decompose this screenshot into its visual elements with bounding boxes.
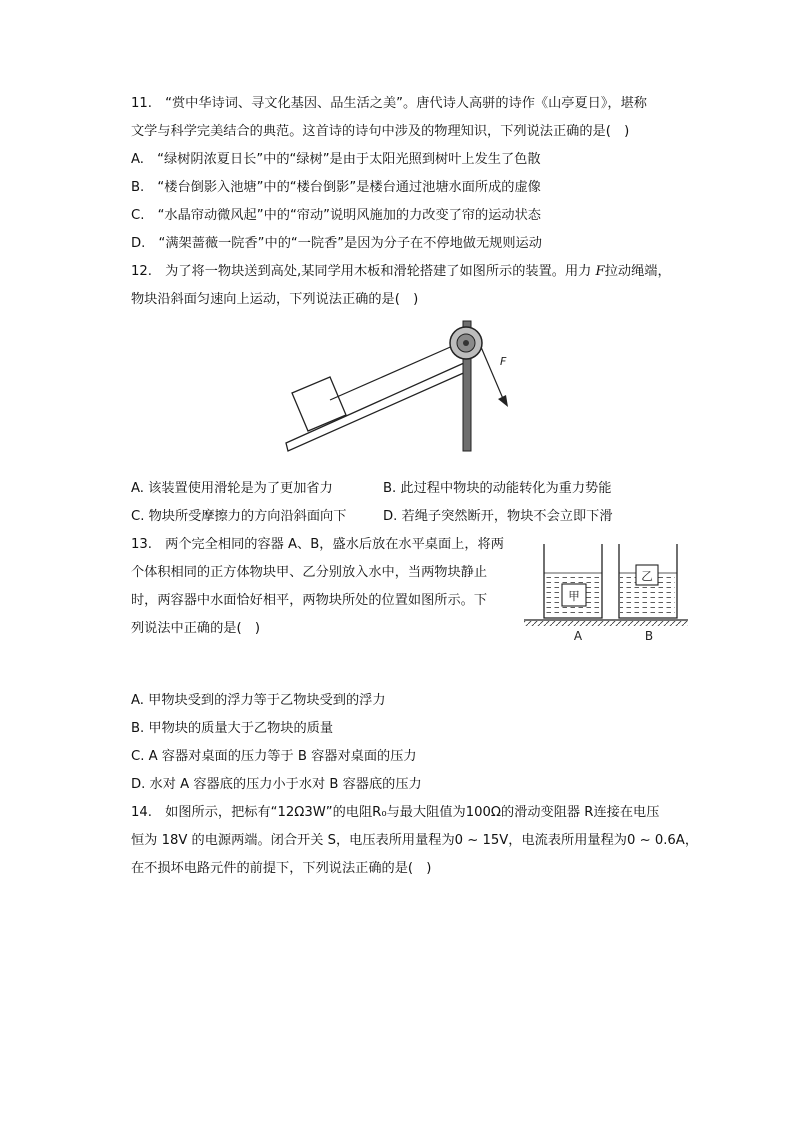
q12-option-a: A. 该装置使用滑轮是为了更加省力 (131, 481, 333, 496)
q11-stem-line2: 文学与科学完美结合的典范。这首诗的诗句中涉及的物理知识，下列说法正确的是( ) (131, 124, 630, 139)
q11-option-d: D. “满架蔷薇一院香”中的“一院香”是因为分子在不停地做无规则运动 (131, 236, 542, 251)
q13-stem-line3: 时，两容器中水面恰好相平，两物块所处的位置如图所示。下 (131, 593, 488, 608)
q12-stem-line1-b: 拉动绳端， (604, 264, 671, 279)
container-b-label: B (644, 629, 654, 643)
pulley-axle (463, 340, 469, 346)
q11-option-a: A. “绿树阴浓夏日长”中的“绿树”是由于太阳光照到树叶上发生了色散 (131, 152, 541, 167)
q14-stem-line1: 14. 如图所示，把标有“12Ω3W”的电阻R₀与最大阻值为100Ω的滑动变阻器 R连接在电压 (131, 805, 660, 820)
q13-option-d: D. 水对 A 容器底的压力小于水对 B 容器底的压力 (131, 777, 422, 792)
q12-option-c: C. 物块所受摩擦力的方向沿斜面向下 (131, 509, 347, 524)
force-arrow-icon (498, 395, 508, 407)
q13-stem-line2: 个体积相同的正方体物块甲、乙分别放入水中，当两物块静止 (131, 565, 488, 580)
container-a-label: A (573, 629, 583, 643)
rope-incline (330, 341, 464, 400)
q12-option-b: B. 此过程中物块的动能转化为重力势能 (383, 481, 612, 496)
q11-option-c: C. “水晶帘动微风起”中的“帘动”说明风施加的力改变了帘的运动状态 (131, 208, 541, 223)
containers-figure (522, 540, 692, 648)
q13-option-b: B. 甲物块的质量大于乙物块的质量 (131, 721, 334, 736)
q14-stem-line3: 在不损坏电路元件的前提下，下列说法正确的是( ) (131, 861, 432, 876)
incline-pulley-figure (280, 315, 520, 455)
block-yi-label: 乙 (641, 569, 653, 583)
q12-stem-line2: 物块沿斜面匀速向上运动，下列说法正确的是( ) (131, 292, 419, 307)
q13-option-c: C. A 容器对桌面的压力等于 B 容器对桌面的压力 (131, 749, 417, 764)
q12-stem-line1 (131, 263, 671, 281)
q14-stem-line2: 恒为 18V 的电源两端。闭合开关 S，电压表所用量程为0 ~ 15V，电流表所用量程为0 ~ 0.6A， (131, 833, 699, 848)
q13-stem-line4: 列说法中正确的是( ) (131, 621, 260, 636)
q11-stem-line1: 11. “赏中华诗词、寻文化基因、品生活之美”。唐代诗人高骈的诗作《山亭夏日》，堪称 (131, 96, 647, 111)
q12-stem-line1-a: 12. 为了将一物块送到高处,某同学用木板和滑轮搭建了如图所示的装置。用力 (131, 264, 596, 279)
q11-option-b: B. “楼台倒影入池塘”中的“楼台倒影”是楼台通过池塘水面所成的虚像 (131, 180, 541, 195)
tabletop-hatch (524, 621, 688, 626)
q13-stem-line1: 13. 两个完全相同的容器 A、B，盛水后放在水平桌面上，将两 (131, 537, 504, 552)
q12-option-d: D. 若绳子突然断开，物块不会立即下滑 (383, 509, 613, 524)
q12-force-var: F (595, 264, 605, 279)
q13-option-a: A. 甲物块受到的浮力等于乙物块受到的浮力 (131, 693, 386, 708)
block-jia-label: 甲 (568, 589, 580, 603)
force-label: F (500, 355, 507, 368)
